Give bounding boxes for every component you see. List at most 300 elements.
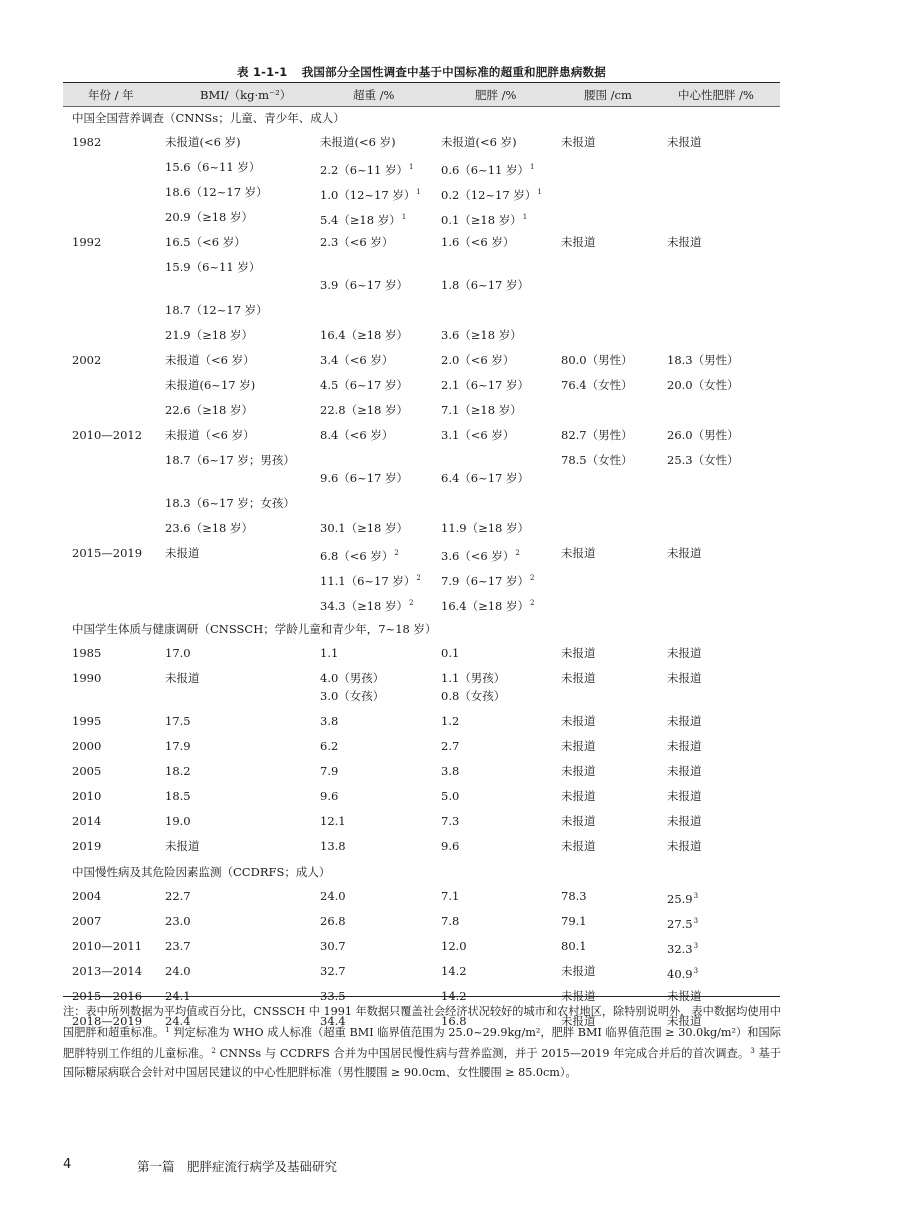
cell-text: 未报道 [667,646,702,660]
cell-text: 16.5（<6 岁） [165,235,246,249]
cell-bmi [165,939,191,954]
cell-text: 25.3（女性） [667,453,739,467]
cell-bmi [165,303,268,318]
table-row [0,328,900,346]
table-row [0,764,900,782]
cell-year [72,839,101,854]
table-row [0,471,900,489]
cell-overweight [320,160,414,178]
cell-text: 未报道 [165,546,200,560]
cell-text: 未报道 [667,989,702,1003]
cell-text: 2.1（6~17 岁） [441,378,530,392]
cell-obesity [441,839,459,854]
cell-text: 79.1 [561,914,587,928]
cell-overweight [320,378,408,393]
footnote-marker: 1 [537,188,542,196]
cell-year [72,428,142,443]
cell-text: 未报道 [667,739,702,753]
cell-text: 24.0 [320,889,346,903]
cell-obesity [441,764,459,779]
footnote-marker: 1 [416,188,421,196]
cell-waist [561,964,596,979]
cell-text: 34.3（≥18 岁） [320,599,409,613]
cell-bmi [165,839,200,854]
cell-obesity [441,353,514,368]
header-central-obesity: 中心性肥胖 /% [678,88,754,102]
cell-text: 20.0（女性） [667,378,739,392]
cell-text: 9.6（6~17 岁） [320,471,409,485]
cell-text: 17.5 [165,714,191,728]
table-row [0,814,900,832]
note-text-3: CNNSs 与 CCDRFS 合并为中国居民慢性病与营养监测，并于 2015—2019 年完成合并后的首次调查。 [215,1047,750,1060]
cell-text: 13.8 [320,839,346,853]
footnote-marker: 3 [693,967,699,975]
note-text-1: 注：表中所列数据为平均值或百分比，CNSSCH 中 1991 年数据只覆盖社会经济状况较好的城市和农村地区，除特别说明外，表中数据均使用中国肥胖和超重标准。 [63,1005,781,1039]
cell-text: 1990 [72,671,102,685]
cell-overweight [320,889,346,904]
table-row [0,210,900,228]
cell-text: 2.2（6~11 岁） [320,163,409,177]
cell-year [72,889,101,904]
cell-text: 2.3（<6 岁） [320,235,394,249]
cell-year [72,964,142,979]
cell-obesity [441,403,522,418]
cell-year [72,939,142,954]
cell-text: 未报道 [667,671,702,685]
table-number: 表 1-1-1 [237,65,288,79]
cell-text: 0.8（女孩） [441,689,506,703]
table-row [0,278,900,296]
cell-text: 16.8 [441,1014,467,1028]
cell-text: 未报道 [561,1014,596,1028]
cell-text: 16.4（≥18 岁） [320,328,409,342]
cell-bmi [165,328,253,343]
cell-overweight [320,839,346,854]
cell-text: 6.2 [320,739,339,753]
cell-obesity [441,235,514,250]
cell-text: 11.1（6~17 岁） [320,574,416,588]
cell-bmi [165,135,241,150]
cell-waist [561,453,633,468]
cell-text: 3.6（<6 岁） [441,549,515,563]
cell-overweight [320,328,408,343]
footnote-marker: 3 [693,917,699,925]
cell-text: 30.1（≥18 岁） [320,521,409,535]
section-heading: 中国慢性病及其危险因素监测（CCDRFS；成人） [72,865,331,879]
cell-text: 7.1 [441,889,460,903]
cell-text: 7.8 [441,914,460,928]
cell-obesity [441,789,459,804]
table-row [0,521,900,539]
cell-overweight [320,689,384,704]
page-number: 4 [63,1157,72,1172]
cell-text: 9.6 [441,839,460,853]
cell-text: 1995 [72,714,102,728]
cell-central-obesity [667,714,702,729]
cell-obesity [441,596,535,614]
cell-text: 76.4（女性） [561,378,633,392]
cell-bmi [165,453,295,468]
cell-year [72,739,101,754]
cell-central-obesity [667,939,698,957]
cell-text: 12.1 [320,814,346,828]
cell-waist [561,789,596,804]
cell-central-obesity [667,964,698,982]
cell-text: 未报道 [165,839,200,853]
cell-text: 7.1（≥18 岁） [441,403,522,417]
cell-waist [561,839,596,854]
table-row [0,496,900,514]
cell-bmi [165,260,260,275]
cell-text: 未报道 [561,739,596,753]
cell-text: 16.4（≥18 岁） [441,599,530,613]
cell-text: 3.9（6~17 岁） [320,278,409,292]
cell-central-obesity [667,671,702,686]
table-row [0,689,900,707]
cell-text: 未报道（<6 岁） [165,353,255,367]
cell-text: 21.9（≥18 岁） [165,328,254,342]
cell-text: 1.8（6~17 岁） [441,278,530,292]
cell-central-obesity [667,353,739,368]
cell-year [72,814,101,829]
table-row [0,428,900,446]
cell-text: 2010 [72,789,102,803]
cell-bmi [165,160,260,175]
table-row [0,303,900,321]
cell-text: 3.0（女孩） [320,689,385,703]
table-row [0,160,900,178]
cell-obesity [441,185,542,203]
cell-text: 19.0 [165,814,191,828]
header-overweight: 超重 /% [353,88,395,102]
footnote-marker: 3 [693,892,699,900]
cell-central-obesity [667,889,698,907]
table-note [63,1002,781,1082]
footnote-marker: 3 [693,942,699,950]
table-row [0,571,900,589]
cell-overweight [320,596,414,614]
cell-overweight [320,714,338,729]
table-row [0,403,900,421]
cell-text: 1.2 [441,714,460,728]
running-footer-title: 第一篇 肥胖症流行病学及基础研究 [137,1159,338,1174]
cell-central-obesity [667,546,702,561]
cell-text: 2015—2016 [72,989,143,1003]
table-bottom-rule [63,996,780,997]
footnote-marker: 1 [409,163,414,171]
cell-overweight [320,546,399,564]
cell-text: 未报道 [561,646,596,660]
cell-text: 80.0（男性） [561,353,633,367]
cell-bmi [165,764,191,779]
cell-text: 1.0（12~17 岁） [320,188,416,202]
cell-waist [561,889,587,904]
cell-text: 18.2 [165,764,191,778]
cell-text: 2014 [72,814,102,828]
footnote-marker: 1 [401,213,407,221]
footnote-marker: 1 [530,163,535,171]
cell-bmi [165,739,191,754]
cell-waist [561,135,596,150]
cell-waist [561,428,633,443]
table-header [63,83,780,107]
cell-overweight [320,471,408,486]
cell-central-obesity [667,453,739,468]
table-caption [63,64,780,80]
cell-text: 2015—2019 [72,546,143,560]
cell-obesity [441,939,467,954]
cell-text: 11.9（≥18 岁） [441,521,530,535]
cell-central-obesity [667,914,698,932]
cell-text: 2010—2012 [72,428,143,442]
cell-text: 3.4（<6 岁） [320,353,394,367]
cell-bmi [165,546,200,561]
cell-text: 5.0 [441,789,460,803]
cell-text: 32.7 [320,964,346,978]
cell-central-obesity [667,646,702,661]
cell-bmi [165,496,295,511]
cell-text: 24.4 [165,1014,191,1028]
table-row [0,453,900,471]
cell-text: 0.1（≥18 岁） [441,213,522,227]
cell-obesity [441,471,529,486]
footnote-marker: 2 [530,599,535,607]
cell-obesity [441,889,459,904]
cell-text: 17.0 [165,646,191,660]
cell-central-obesity [667,839,702,854]
cell-overweight [320,939,346,954]
cell-year [72,914,101,929]
cell-text: 18.7（12~17 岁） [165,303,268,317]
cell-text: 30.7 [320,939,346,953]
cell-text: 22.8（≥18 岁） [320,403,409,417]
header-bmi: BMI/（kg·m⁻²） [200,88,292,102]
cell-text: 7.9（6~17 岁） [441,574,530,588]
cell-overweight [320,353,393,368]
cell-bmi [165,789,191,804]
cell-text: 2004 [72,889,102,903]
cell-bmi [165,185,268,200]
cell-text: 5.4（≥18 岁） [320,213,401,227]
cell-text: 20.9（≥18 岁） [165,210,254,224]
note-text-2: 判定标准为 WHO 成人标准（超重 BMI 临界值范围为 25.0~29.9kg/m²，肥胖 BMI 临界值范围 ≥ 30.0kg/m²）和国际肥胖特别工作组的儿童标准。 [63,1026,781,1060]
cell-text: 6.8（<6 岁） [320,549,394,563]
cell-text: 未报道 [561,764,596,778]
cell-central-obesity [667,135,702,150]
cell-text: 未报道 [561,789,596,803]
cell-waist [561,235,596,250]
cell-text: 1.1 [320,646,339,660]
cell-text: 7.9 [320,764,339,778]
cell-obesity [441,571,535,589]
header-year: 年份 / 年 [88,88,134,102]
cell-year [72,671,101,686]
table-row [0,235,900,253]
cell-text: 2000 [72,739,102,753]
cell-text: 3.6（≥18 岁） [441,328,522,342]
cell-obesity [441,689,505,704]
cell-obesity [441,739,459,754]
cell-obesity [441,814,459,829]
cell-central-obesity [667,378,739,393]
cell-obesity [441,521,529,536]
table-row [0,353,900,371]
cell-year [72,646,101,661]
cell-text: 0.2（12~17 岁） [441,188,537,202]
cell-text: 14.2 [441,989,467,1003]
cell-bmi [165,964,191,979]
cell-text: 15.9（6~11 岁） [165,260,261,274]
cell-bmi [165,671,200,686]
cell-bmi [165,889,191,904]
cell-text: 18.3（男性） [667,353,739,367]
cell-year [72,353,101,368]
cell-overweight [320,789,338,804]
header-waist: 腰围 /cm [584,88,632,102]
cell-text: 40.9 [667,967,693,981]
cell-central-obesity [667,764,702,779]
cell-text: 未报道 [561,964,596,978]
section-heading: 中国学生体质与健康调研（CNSSCH；学龄儿童和青少年，7~18 岁） [72,622,437,636]
cell-text: 18.5 [165,789,191,803]
cell-text: 1.1（男孩） [441,671,506,685]
table-row [0,378,900,396]
cell-text: 未报道 [667,714,702,728]
table-row [0,964,900,982]
cell-overweight [320,278,408,293]
cell-text: 15.6（6~11 岁） [165,160,261,174]
cell-obesity [441,914,459,929]
table-row [0,646,900,664]
cell-bmi [165,521,253,536]
table-row [0,714,900,732]
cell-bmi [165,353,255,368]
cell-text: 12.0 [441,939,467,953]
cell-central-obesity [667,789,702,804]
header-obesity: 肥胖 /% [475,88,517,102]
cell-obesity [441,671,505,686]
table-title: 我国部分全国性调查中基于中国标准的超重和肥胖患病数据 [301,65,606,79]
cell-text: 18.7（6~17 岁；男孩） [165,453,295,467]
cell-bmi [165,210,253,225]
cell-year [72,714,101,729]
cell-text: 未报道 [667,135,702,149]
cell-text: 未报道 [561,135,596,149]
cell-text: 1985 [72,646,102,660]
cell-obesity [441,428,514,443]
cell-text: 24.0 [165,964,191,978]
table-row [0,546,900,564]
cell-bmi [165,428,255,443]
cell-text: 7.3 [441,814,460,828]
cell-obesity [441,210,527,228]
cell-year [72,789,101,804]
table-row [0,185,900,203]
cell-text: 2002 [72,353,102,367]
cell-central-obesity [667,814,702,829]
cell-obesity [441,646,459,661]
cell-text: 27.5 [667,917,693,931]
cell-text: 未报道 [561,814,596,828]
cell-text: 25.9 [667,892,693,906]
cell-text: 未报道 [667,814,702,828]
cell-overweight [320,914,346,929]
cell-obesity [441,714,459,729]
cell-text: 26.8 [320,914,346,928]
table-row [0,260,900,278]
cell-obesity [441,278,529,293]
cell-text: 14.2 [441,964,467,978]
cell-overweight [320,964,346,979]
cell-text: 82.7（男性） [561,428,633,442]
footnote-marker: 2 [409,599,414,607]
cell-waist [561,814,596,829]
cell-obesity [441,160,535,178]
cell-text: 23.7 [165,939,191,953]
table-row [0,939,900,957]
cell-text: 未报道 [667,546,702,560]
cell-year [72,235,101,250]
cell-text: 22.7 [165,889,191,903]
cell-text: 18.3（6~17 岁；女孩） [165,496,295,510]
cell-obesity [441,378,529,393]
note-mark-2: 2 [211,1047,216,1055]
cell-text: 9.6 [320,789,339,803]
note-mark-3: 3 [750,1047,755,1055]
cell-text: 0.6（6~11 岁） [441,163,530,177]
cell-overweight [320,135,396,150]
cell-bmi [165,403,253,418]
cell-text: 未报道 [667,235,702,249]
cell-text: 未报道 [561,546,596,560]
cell-text: 8.4（<6 岁） [320,428,394,442]
table-row [0,839,900,857]
cell-overweight [320,671,384,686]
cell-text: 2007 [72,914,102,928]
cell-text: 34.4 [320,1014,346,1028]
section-heading: 中国全国营养调查（CNNSs；儿童、青少年、成人） [72,111,345,125]
cell-text: 23.6（≥18 岁） [165,521,254,535]
cell-text: 4.0（男孩） [320,671,385,685]
cell-text: 80.1 [561,939,587,953]
footnote-marker: 2 [394,549,399,557]
cell-bmi [165,914,191,929]
cell-overweight [320,403,408,418]
cell-text: 26.0（男性） [667,428,739,442]
cell-waist [561,739,596,754]
cell-waist [561,714,596,729]
cell-text: 33.5 [320,989,346,1003]
cell-text: 未报道 [561,714,596,728]
cell-bmi [165,646,191,661]
cell-overweight [320,571,421,589]
cell-waist [561,646,596,661]
cell-overweight [320,739,338,754]
cell-text: 32.3 [667,942,693,956]
cell-text: 3.8 [320,714,339,728]
cell-text: 未报道(<6 岁) [320,135,396,149]
table-row [0,739,900,757]
cell-text: 22.6（≥18 岁） [165,403,254,417]
cell-text: 1.6（<6 岁） [441,235,515,249]
footnote-marker: 1 [522,213,528,221]
cell-text: 1982 [72,135,102,149]
cell-overweight [320,646,338,661]
cell-text: 未报道 [667,789,702,803]
cell-text: 未报道 [561,235,596,249]
cell-year [72,764,101,779]
footnote-marker: 2 [416,574,421,582]
